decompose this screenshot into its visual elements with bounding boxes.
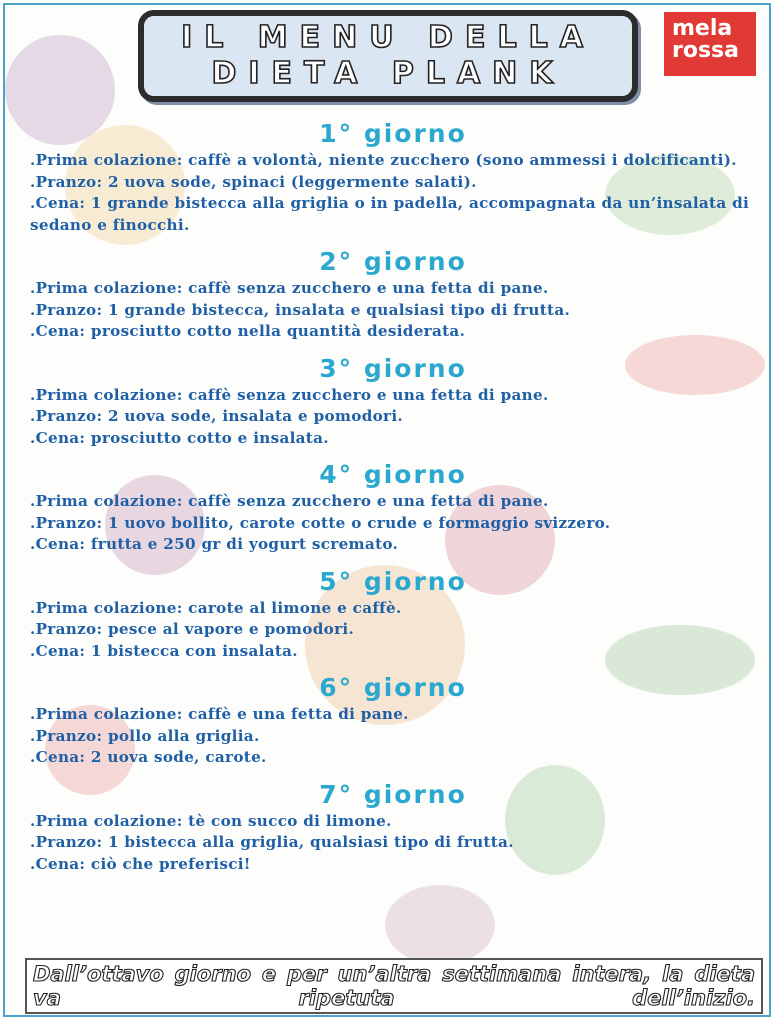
- meal-line: .Pranzo: pollo alla griglia.: [30, 726, 260, 745]
- day-title: 4° giorno: [319, 460, 467, 489]
- day-section: [30, 672, 756, 769]
- meal-line: .Prima colazione: carote al limone e caffè.: [30, 598, 402, 617]
- day-title: 6° giorno: [319, 673, 467, 702]
- day-section: [30, 779, 756, 876]
- day-section: [30, 459, 756, 556]
- meal-line: .Prima colazione: caffè senza zucchero e una fetta di pane.: [30, 279, 549, 297]
- meal-line: .Cena: 1 grande bistecca alla griglia o in padella, accompagnata da un’insalata di sedano e finocchi.: [30, 194, 755, 234]
- title-line-2: DIETA PLANK: [211, 56, 565, 91]
- title-line-1: IL MENU DELLA: [181, 20, 595, 55]
- meal-line: .Prima colazione: caffè senza zucchero e una fetta di pane.: [30, 385, 549, 404]
- meal-line: .Cena: frutta e 250 gr di yogurt scremato.: [30, 535, 399, 553]
- day-title: 5° giorno: [319, 566, 467, 596]
- meal-line: .Pranzo: 1 bistecca alla griglia, qualsiasi tipo di frutta.: [30, 833, 514, 851]
- day-section: [30, 566, 756, 663]
- menu-content: [30, 118, 756, 885]
- meal-line: .Cena: prosciutto cotto e insalata.: [30, 428, 329, 447]
- meal-line: .Cena: ciò che preferisci!: [30, 854, 251, 873]
- meal-line: .Cena: 1 bistecca con insalata.: [30, 641, 298, 660]
- day-title: 2° giorno: [319, 247, 467, 276]
- day-title: 7° giorno: [319, 779, 467, 809]
- day-section: [30, 118, 756, 236]
- bg-fruit-shape: [385, 885, 495, 965]
- meal-line: .Cena: prosciutto cotto nella quantità desiderata.: [30, 322, 466, 340]
- day-title: 1° giorno: [319, 119, 467, 148]
- melarossa-logo: [664, 12, 756, 76]
- day-section: [30, 246, 756, 343]
- logo-line-1: mela: [672, 16, 733, 41]
- meal-line: .Prima colazione: caffè e una fetta di pane.: [30, 705, 409, 723]
- meal-line: .Pranzo: pesce al vapore e pomodori.: [30, 620, 355, 638]
- meal-line: .Cena: 2 uova sode, carote.: [30, 748, 267, 766]
- title-banner: [138, 10, 638, 102]
- logo-line-2: rossa: [672, 38, 739, 63]
- meal-line: .Prima colazione: caffè a volontà, niente zucchero (sono ammessi i dolcificanti).: [30, 151, 737, 169]
- meal-line: .Prima colazione: caffè senza zucchero e una fetta di pane.: [30, 492, 549, 510]
- day-title: 3° giorno: [319, 353, 467, 383]
- footer-note: Dall’ottavo giorno e per un’altra settimana intera, la dieta va ripetuta dell’inizio.: [25, 958, 763, 1014]
- meal-line: .Prima colazione: tè con succo di limone.: [30, 811, 392, 830]
- meal-line: .Pranzo: 2 uova sode, insalata e pomodori.: [30, 407, 404, 425]
- meal-line: .Pranzo: 1 uovo bollito, carote cotte o crude e formaggio svizzero.: [30, 513, 611, 532]
- meal-line: .Pranzo: 2 uova sode, spinaci (leggermente salati).: [30, 172, 477, 191]
- meal-line: .Pranzo: 1 grande bistecca, insalata e qualsiasi tipo di frutta.: [30, 300, 571, 319]
- day-section: [30, 353, 756, 450]
